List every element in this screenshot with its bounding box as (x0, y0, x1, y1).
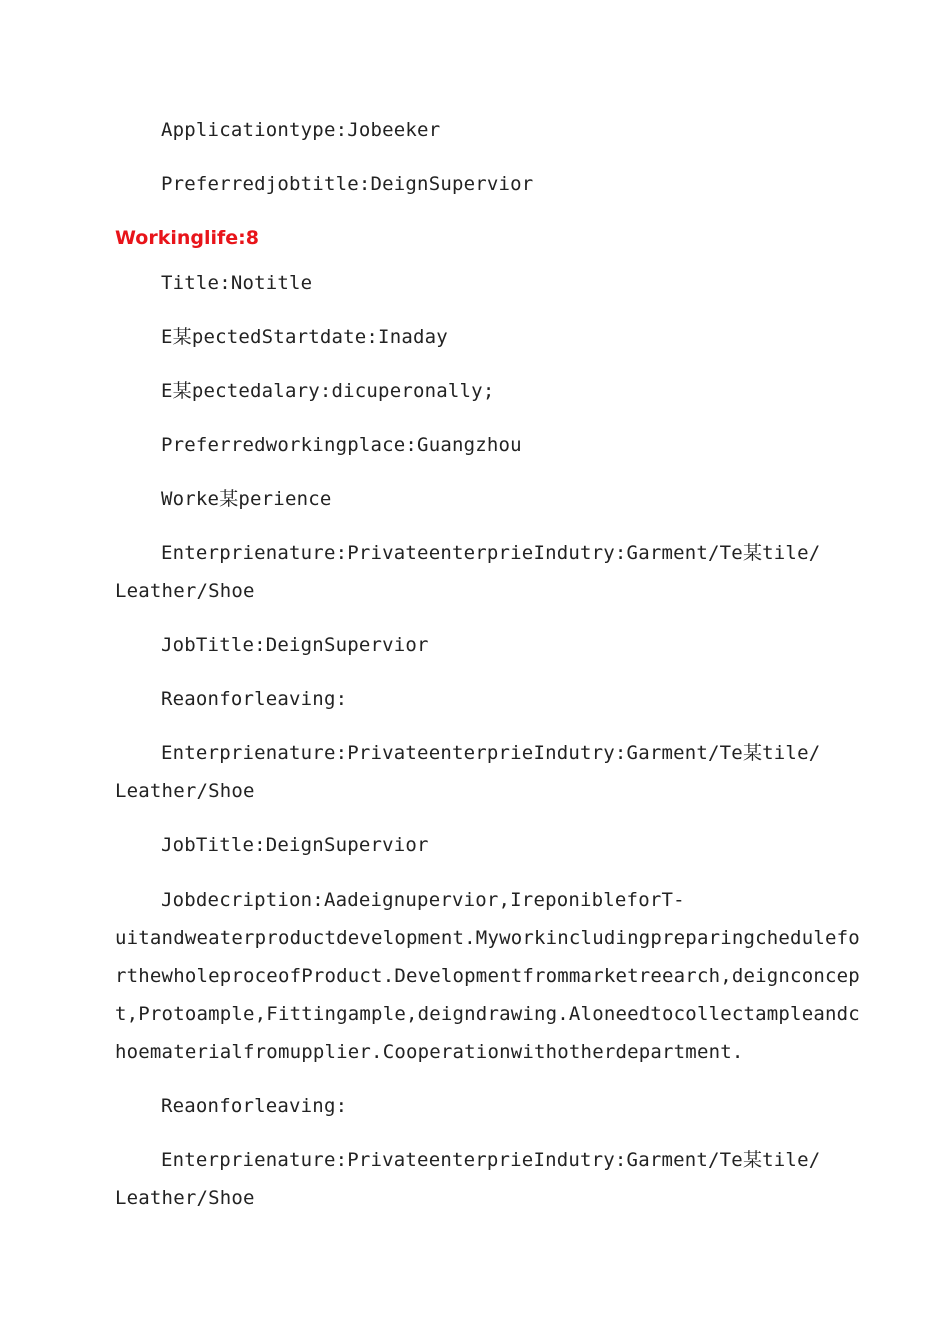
preferred-job-title: Preferredjobtitle:DeignSupervior (161, 173, 534, 195)
job-description-line: rthewholeproceofProduct.Developmentfrommarketreearch,deignconcep (115, 965, 860, 987)
job-title: JobTitle:DeignSupervior (161, 834, 429, 856)
title-field: Title:Notitle (161, 272, 313, 294)
job-description-line: t,Protoample,Fittingample,deigndrawing.Aloneedtocollectampleandc (115, 1003, 860, 1025)
section-heading: Workinglife:8 (115, 227, 259, 249)
enterprise-nature-line: Enterprienature:PrivateenterprieIndutry:Garment/Te某tile/ (161, 742, 821, 764)
reason-for-leaving: Reaonforleaving: (161, 1095, 348, 1117)
reason-for-leaving: Reaonforleaving: (161, 688, 348, 710)
preferred-working-place: Preferredworkingplace:Guangzhou (161, 434, 522, 456)
work-experience-heading: Worke某perience (161, 488, 332, 510)
enterprise-nature-line: Enterprienature:PrivateenterprieIndutry:Garment/Te某tile/ (161, 1149, 821, 1171)
job-description-line: hoematerialfromupplier.Cooperationwithotherdepartment. (115, 1041, 744, 1063)
enterprise-nature-line: Enterprienature:PrivateenterprieIndutry:Garment/Te某tile/ (161, 542, 821, 564)
application-type: Applicationtype:Jobeeker (161, 119, 441, 141)
enterprise-nature-continuation: Leather/Shoe (115, 780, 255, 802)
expected-start-date: E某pectedStartdate:Inaday (161, 326, 448, 348)
job-title: JobTitle:DeignSupervior (161, 634, 429, 656)
enterprise-nature-continuation: Leather/Shoe (115, 580, 255, 602)
job-description-line: Jobdecription:Aadeignupervior,IreponibleforT- (161, 889, 685, 911)
enterprise-nature-continuation: Leather/Shoe (115, 1187, 255, 1209)
job-description-line: uitandweaterproductdevelopment.Myworkincludingpreparingchedulefo (115, 927, 860, 949)
expected-salary: E某pectedalary:dicuperonally; (161, 380, 495, 402)
